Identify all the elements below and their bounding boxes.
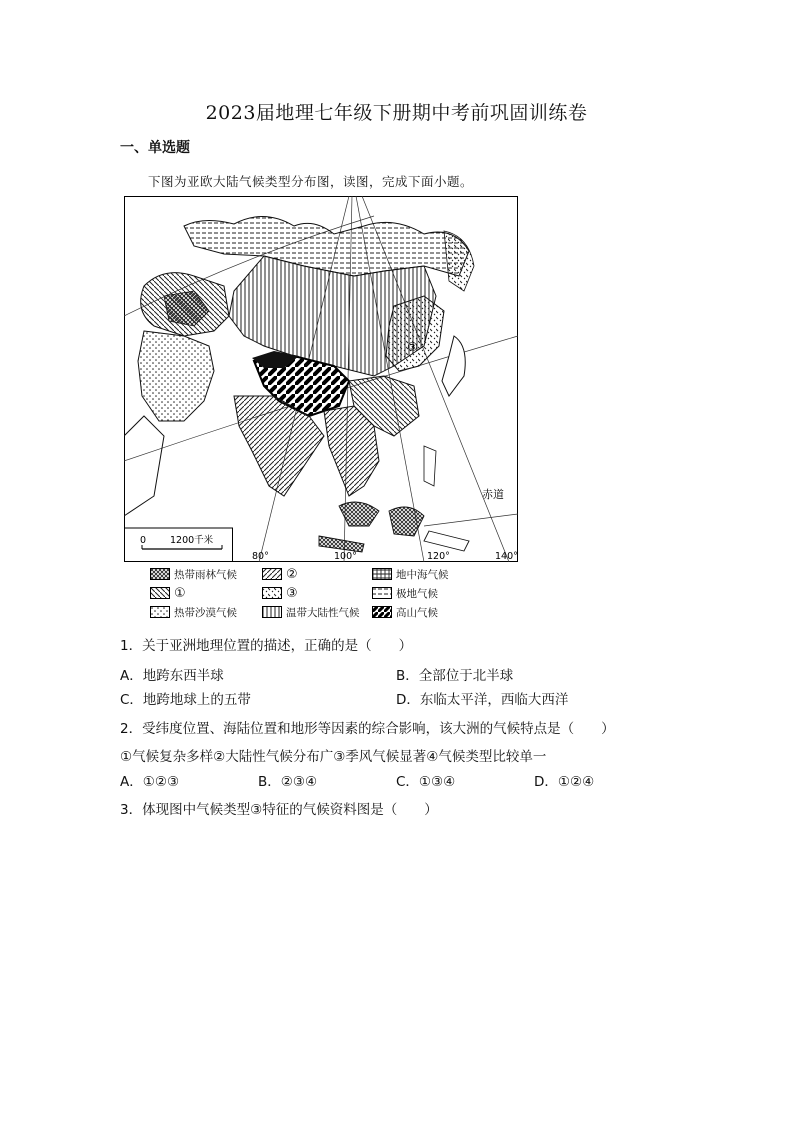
legend-rainforest-label: 热带雨林气候 [174, 568, 237, 581]
longitude-120: 120° [427, 551, 450, 562]
longitude-100: 100° [334, 551, 357, 562]
question-1-option-c[interactable]: C．地跨地球上的五带 [120, 692, 251, 708]
question-2-option-a[interactable]: A．①②③ [120, 774, 180, 790]
desert-swatch-icon [150, 606, 170, 618]
temperate-continental-swatch-icon [262, 606, 282, 618]
legend-highland-label: 高山气候 [396, 606, 438, 619]
scale-label: 1200千米 [170, 535, 214, 546]
legend-temperate-continental [262, 605, 360, 619]
type2-swatch-icon [262, 568, 282, 580]
map-legend [150, 567, 490, 623]
question-2-option-c[interactable]: C．①③④ [396, 774, 456, 790]
climate-map [124, 196, 518, 562]
legend-type1 [150, 586, 186, 600]
legend-polar [372, 586, 438, 600]
map-marker-3: ③ [407, 340, 418, 354]
rainforest-swatch-icon [150, 568, 170, 580]
legend-mediterranean [372, 567, 449, 581]
legend-type2 [262, 567, 298, 581]
question-1-option-d[interactable]: D．东临太平洋，西临大西洋 [396, 692, 569, 708]
mediterranean-swatch-icon [372, 568, 392, 580]
page-title: 2023届地理七年级下册期中考前巩固训练卷 [205, 102, 588, 124]
legend-highland [372, 605, 438, 619]
legend-desert-label: 热带沙漠气候 [174, 606, 237, 619]
question-2-option-b[interactable]: B．②③④ [258, 774, 318, 790]
question-2-statement: ①气候复杂多样②大陆性气候分布广③季风气候显著④气候类型比较单一 [120, 749, 547, 765]
highland-swatch-icon [372, 606, 392, 618]
legend-rainforest [150, 567, 237, 581]
type1-swatch-icon [150, 587, 170, 599]
equator-label: 赤道 [482, 488, 504, 501]
question-2-stem: 2．受纬度位置、海陆位置和地形等因素的综合影响，该大洲的气候特点是（ ） [120, 721, 615, 737]
polar-swatch-icon [372, 587, 392, 599]
question-1-option-a[interactable]: A．地跨东西半球 [120, 668, 224, 684]
longitude-140: 140° [495, 551, 518, 562]
section-heading: 一、单选题 [120, 140, 190, 156]
question-1-stem: 1．关于亚洲地理位置的描述，正确的是（ ） [120, 638, 413, 654]
question-1-option-b[interactable]: B．全部位于北半球 [396, 668, 514, 684]
scale-zero: 0 [140, 535, 147, 546]
intro-text: 下图为亚欧大陆气候类型分布图，读图，完成下面小题。 [148, 174, 474, 189]
legend-temperate-continental-label: 温带大陆性气候 [286, 606, 360, 619]
type3-swatch-icon [262, 587, 282, 599]
legend-type1-label: ① [174, 585, 186, 601]
longitude-80: 80° [252, 551, 269, 562]
legend-type3-label: ③ [286, 585, 298, 601]
question-3-stem: 3．体现图中气候类型③特征的气候资料图是（ ） [120, 802, 438, 818]
legend-mediterranean-label: 地中海气候 [396, 568, 449, 581]
question-2-option-d[interactable]: D．①②④ [534, 774, 595, 790]
legend-polar-label: 极地气候 [396, 587, 438, 600]
legend-type2-label: ② [286, 566, 298, 582]
legend-desert [150, 605, 237, 619]
legend-type3 [262, 586, 298, 600]
